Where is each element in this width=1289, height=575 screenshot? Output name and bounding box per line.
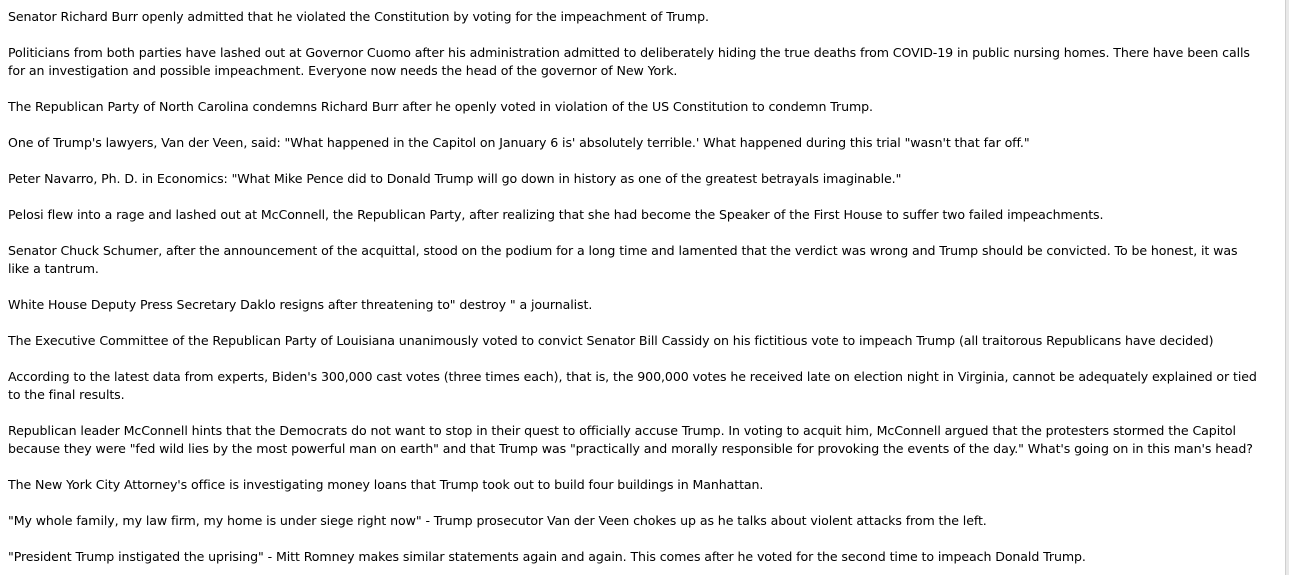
paragraph-navarro-quote: Peter Navarro, Ph. D. in Economics: "What Mike Pence did to Donald Trump will go down in history as one of the greatest betrayals imaginable." [8, 171, 902, 186]
paragraph-burr-admission: Senator Richard Burr openly admitted that he violated the Constitution by voting for the impeachment of Trump. [8, 9, 709, 24]
paragraph-press-secretary-resigns: White House Deputy Press Secretary Daklo resigns after threatening to" destroy " a journalist. [8, 297, 593, 312]
paragraph-virginia-votes: According to the latest data from experts, Biden's 300,000 cast votes (three times each), that is, the 900,000 votes he received late on election night in Virginia, cannot be adequately explained or tied to the final results. [8, 369, 1257, 402]
paragraph-romney-statements: "President Trump instigated the uprising" - Mitt Romney makes similar statements again and again. This comes after he voted for the second time to impeach Donald Trump. [8, 549, 1086, 564]
paragraph-nc-republicans-burr: The Republican Party of North Carolina condemns Richard Burr after he openly voted in violation of the US Constitution to condemn Trump. [8, 99, 873, 114]
paragraph-van-der-veen-quote: One of Trump's lawyers, Van der Veen, said: "What happened in the Capitol on January 6 is' absolutely terrible.' What happened during this trial "wasn't that far off." [8, 135, 1030, 150]
paragraph-van-der-veen-siege: "My whole family, my law firm, my home is under siege right now" - Trump prosecutor Van der Veen chokes up as he talks about violent attacks from the left. [8, 513, 987, 528]
paragraph-mcconnell-hints: Republican leader McConnell hints that the Democrats do not want to stop in their quest to officially accuse Trump. In voting to acquit him, McConnell argued that the protesters stormed the Capitol because they were "fed wild lies by the most powerful man on earth" and that Trump was "practically and morally responsible for provoking the events of the day." What's going on in this man's head? [8, 423, 1253, 456]
paragraph-louisiana-cassidy: The Executive Committee of the Republican Party of Louisiana unanimously voted to convict Senator Bill Cassidy on his fictitious vote to impeach Trump (all traitorous Republicans have decided) [8, 333, 1214, 348]
vertical-scrollbar-edge[interactable] [1285, 0, 1289, 575]
paragraph-nyc-attorney-loans: The New York City Attorney's office is investigating money loans that Trump took out to build four buildings in Manhattan. [8, 477, 764, 492]
paragraph-schumer-acquittal: Senator Chuck Schumer, after the announcement of the acquittal, stood on the podium for a long time and lamented that the verdict was wrong and Trump should be convicted. To be honest, it was like a tantrum. [8, 243, 1238, 276]
paragraph-cuomo-nursing-homes: Politicians from both parties have lashed out at Governor Cuomo after his administration admitted to deliberately hiding the true deaths from COVID-19 in public nursing homes. There have been calls for an investigation and possible impeachment. Everyone now needs the head of the governor of New York. [8, 45, 1250, 78]
paragraph-pelosi-mcconnell: Pelosi flew into a rage and lashed out at McConnell, the Republican Party, after realizing that she had become the Speaker of the First House to suffer two failed impeachments. [8, 207, 1104, 222]
